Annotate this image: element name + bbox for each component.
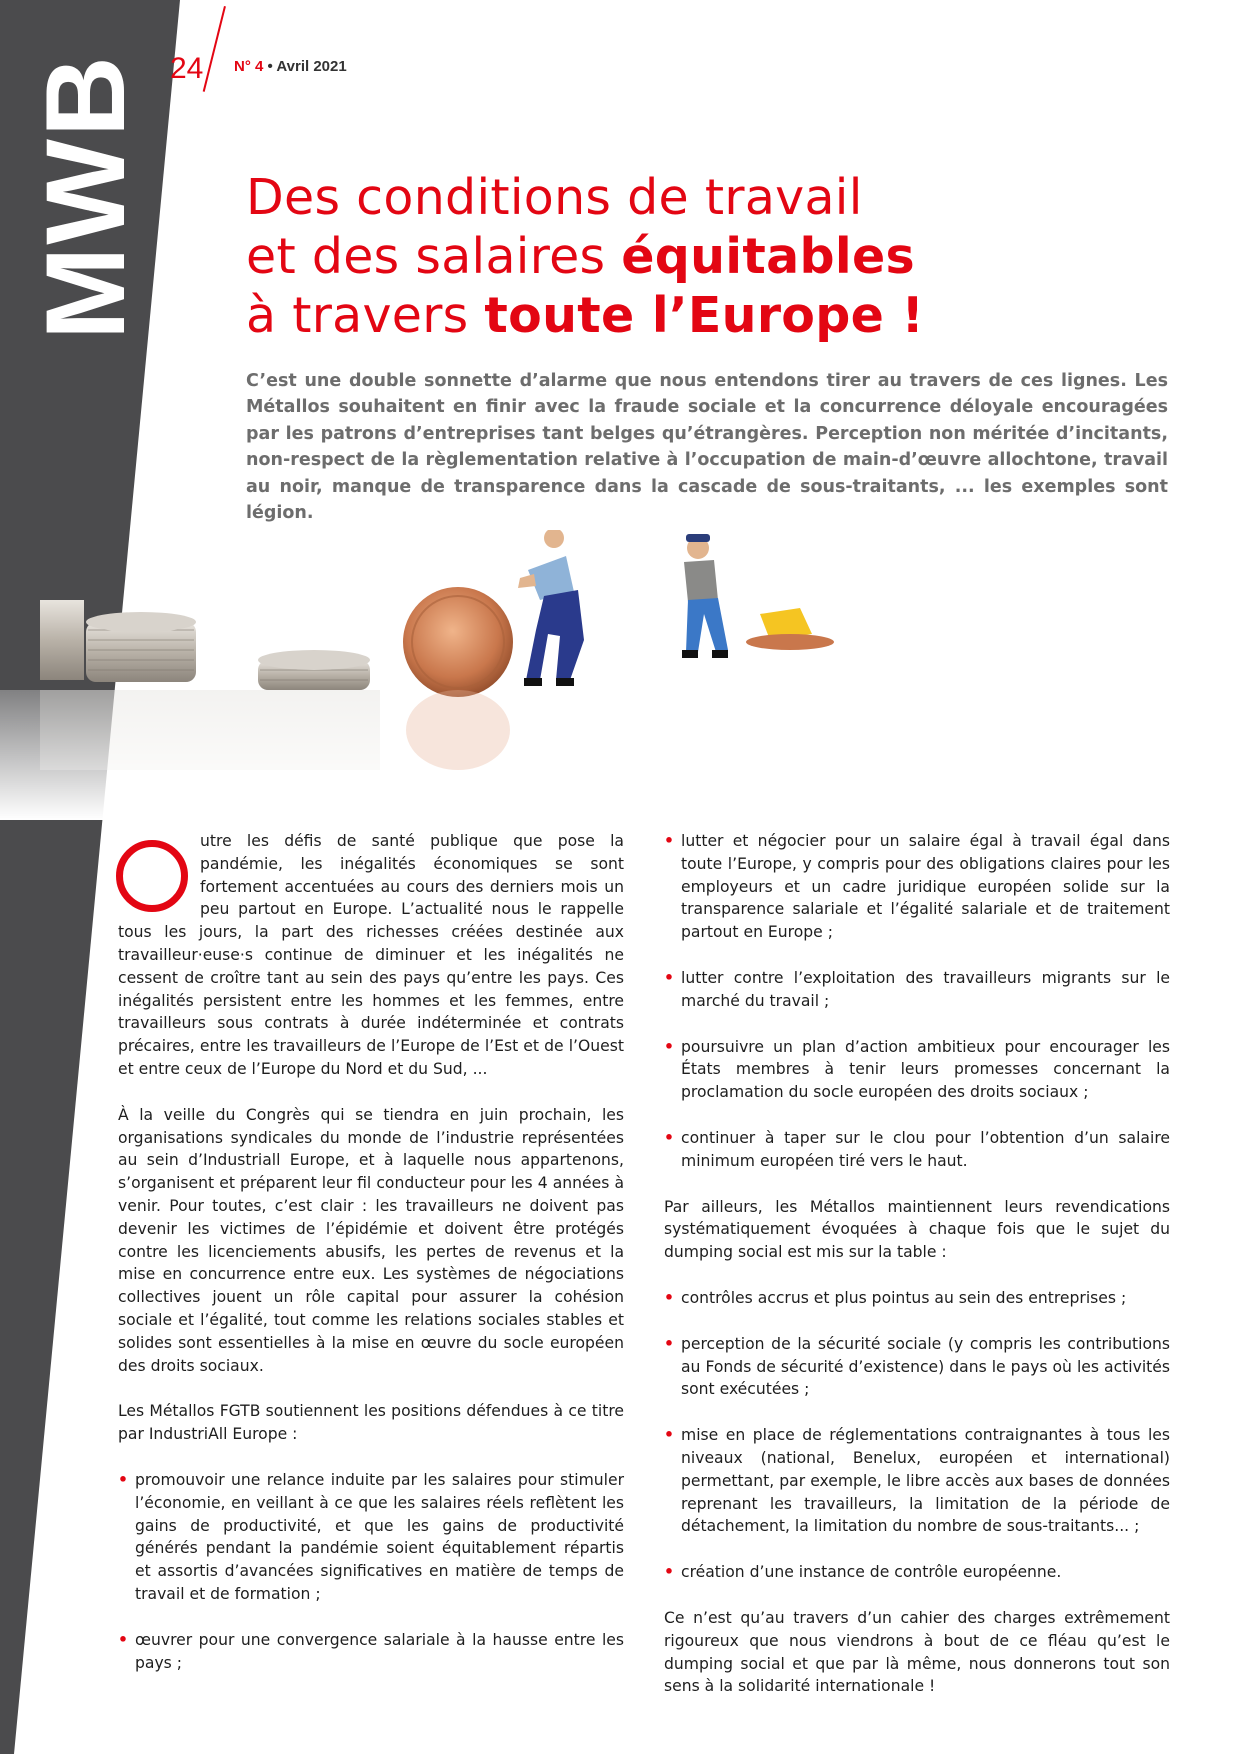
title-line-3: [246, 287, 924, 344]
positions-list-left: [118, 1469, 624, 1674]
coin-stack-right: [258, 650, 370, 690]
paragraph-demands: Par ailleurs, les Métallos maintiennent leurs revendications systématiquement évoquées à chaque fois que le sujet du dumping social est mis sur la table :: [664, 1197, 1170, 1262]
left-column: [118, 830, 624, 1697]
demands-list: [664, 1287, 1170, 1584]
right-column: [664, 830, 1170, 1721]
list-item: • promouvoir une relance induite par les salaires pour stimuler l’économie, en veillant à ce que les salaires réels reflètent les gains de productivité, et que les gains de productivité générés pendant la pandémie soient équitablement répartis et assortis d’avancées significatives en matière de temps de travail et de formation ;: [118, 1469, 624, 1606]
paragraph-2: À la veille du Congrès qui se tiendra en juin prochain, les organisations syndicales du monde de l’industrie représentées au sein d’Industriall Europe, et à laquelle nous appartenons, s’organisent et préparent leur fil conducteur pour les 4 années à venir. Pour toutes, c’est clair : les travailleurs ne doivent pas devenir les victimes de l’épidémie et doivent être protégés contre les licenciements abusifs, les pertes de revenus et la mise en concurrence entre eux. Les systèmes de négociations collectives jouent un rôle capital pour assurer la cohésion sociale et l’égalité, tout comme les relations sociales stables et solides sont essentielles à la mise en œuvre du socle européen des droits sociaux.: [118, 1105, 624, 1375]
brand-logo: MWB: [23, 54, 148, 340]
paragraph-3: Les Métallos FGTB soutiennent les positions défendues à ce titre par IndustriAll Europe :: [118, 1402, 624, 1444]
copper-coin: [403, 587, 513, 770]
list-item: • lutter et négocier pour un salaire égal à travail égal dans toute l’Europe, y compris pour des obligations claires pour les employeurs et un cadre juridique européen solide sur la transparence salariale et l’égalité salariale et de traitement partout en Europe ;: [664, 830, 1170, 944]
list-item: • perception de la sécurité sociale (y compris les contributions au Fonds de sécurité d’existence) dans le pays où les activités sont exécutées ;: [664, 1333, 1170, 1401]
title-line-2: [246, 228, 915, 285]
list-item: • création d’une instance de contrôle européenne.: [664, 1561, 1170, 1584]
issue-info: [234, 58, 347, 75]
title-line-1: Des conditions de travail: [246, 169, 863, 226]
closing-paragraph: Ce n’est qu’au travers d’un cahier des charges extrêmement rigoureux que nous viendrons à bout de ce fléau qu’est le dumping social et que par là même, nous donnerons tout son sens à la solidarité internationale !: [664, 1608, 1170, 1696]
list-item: • poursuivre un plan d’action ambitieux pour encourager les États membres à tenir leurs promesses concernant la proclamation du socle européen des droits sociaux ;: [664, 1036, 1170, 1104]
list-item: • mise en place de réglementations contraignantes à tous les niveaux (national, Benelux, européen et international) permettant, par exemple, le libre accès aux bases de données reprenant les travailleurs, la limitation de la période de détachement, la limitation du nombre de sous-traitants... ;: [664, 1424, 1170, 1538]
dropcap-o: [116, 840, 188, 912]
article-photo: [0, 530, 1240, 820]
positions-list-right: [664, 830, 1170, 1173]
list-item: • œuvrer pour une convergence salariale à la hausse entre les pays ;: [118, 1629, 624, 1675]
list-item: • continuer à taper sur le clou pour l’obtention d’un salaire minimum européen tiré vers le haut.: [664, 1127, 1170, 1173]
lead-paragraph-text: utre les défis de santé publique que pose la pandémie, les inégalités économiques se sont fortement accentuées au cours des derniers mois un peu partout en Europe. L’actualité nous le rappelle tous les jours, la part des richesses créées destinée aux travailleur·euse·s continue de diminuer et les inégalités ne cessent de croître tant au sein des pays qu’entre les pays. Ces inégalités persistent entre les hommes et les femmes, entre travailleurs sous contrats à durée indéterminée et contrats précaires, entre les travailleurs de l’Europe de l’Est et de l’Ouest et entre ceux de l’Europe du Nord et du Sud, ...: [118, 832, 624, 1078]
title-line-3-bold: toute l’Europe !: [484, 287, 925, 344]
coin-stack-left: [40, 600, 196, 682]
title-line-3-text: à travers: [246, 287, 485, 344]
article-intro: C’est une double sonnette d’alarme que nous entendons tirer au travers de ces lignes. Les Métallos souhaitent en finir avec la fraude sociale et la concurrence déloyale encouragées par les patrons d’entreprises tant belges qu’étrangères. Perception non méritée d’incitants, non-respect de la règlementation relative à l’occupation de main-d’œuvre allochtone, travail au noir, manque de transparence dans la cascade de sous-traitants, ... les exemples sont légion.: [246, 371, 1168, 524]
list-item: • contrôles accrus et plus pointus au sein des entreprises ;: [664, 1287, 1170, 1310]
worker-figure-trolley: [682, 534, 834, 658]
header-divider: [203, 6, 226, 92]
list-item: • lutter contre l’exploitation des travailleurs migrants sur le marché du travail ;: [664, 967, 1170, 1013]
title-line-2-text: et des salaires: [246, 228, 622, 285]
issue-number: N° 4: [234, 58, 264, 75]
lead-paragraph: [118, 830, 624, 1081]
worker-figure-pushing: [518, 530, 584, 686]
page-number: 24: [170, 52, 204, 85]
issue-date: • Avril 2021: [267, 58, 347, 75]
article-title: [246, 168, 1146, 345]
title-line-2-bold: équitables: [621, 228, 915, 285]
